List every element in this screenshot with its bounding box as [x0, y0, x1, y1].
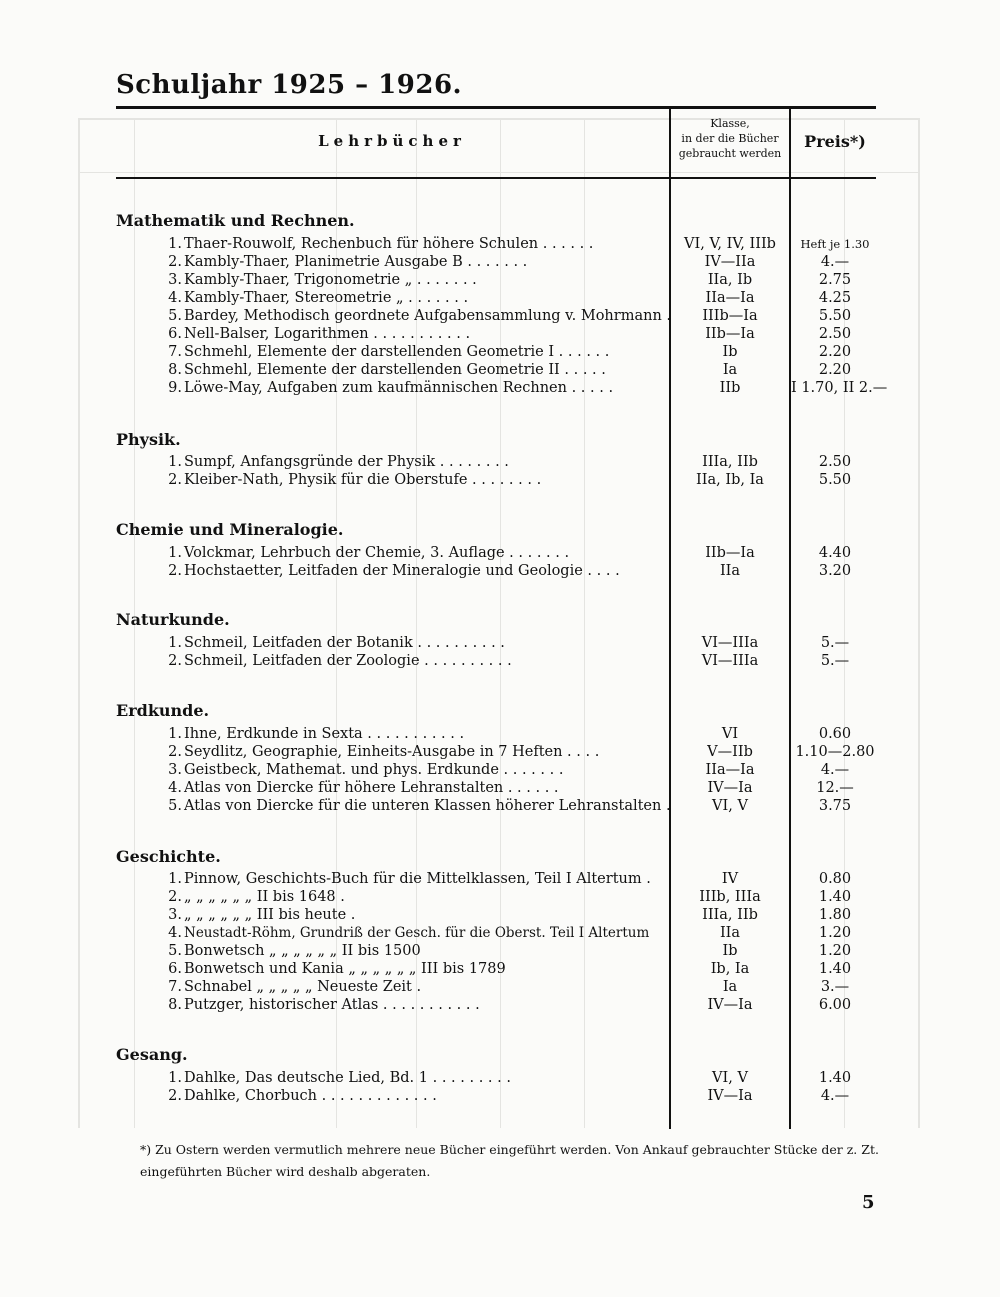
book-title: Volckmar, Lehrbuch der Chemie, 3. Auflage . . . . . . . [184, 545, 570, 561]
table-row [116, 978, 876, 996]
table-row [116, 725, 876, 743]
price-cell: 2.75 [818, 272, 852, 288]
price-cell: 4.— [820, 762, 850, 778]
column-header-price: Preis*) [804, 132, 866, 151]
price-cell: I 1.70, II 2.— [791, 380, 888, 396]
price-cell: 5.— [820, 653, 850, 669]
footnote [140, 1139, 880, 1183]
price-cell: 4.— [820, 1088, 850, 1104]
row-number: 1. [168, 635, 182, 651]
column-header-class-line1: Klasse, [710, 117, 750, 130]
page-title: Schuljahr 1925 – 1926. [116, 70, 463, 100]
class-cell: VI, V [712, 1070, 748, 1086]
price-cell: 4.25 [818, 290, 852, 306]
book-title: Kleiber-Nath, Physik für die Oberstufe . . . . . . . . [184, 472, 542, 488]
table-row [116, 544, 876, 562]
table-row [116, 325, 876, 343]
price-cell: 12.— [816, 780, 854, 796]
class-cell: VI—IIIa [701, 635, 759, 651]
table-row [116, 960, 876, 978]
price-cell: 4.40 [818, 545, 852, 561]
class-cell: IIIa, IIb [702, 454, 758, 470]
row-number: 2. [168, 563, 182, 579]
row-number: 5. [168, 798, 182, 814]
price-cell: 3.— [820, 979, 850, 995]
row-number: 7. [168, 344, 182, 360]
row-number: 2. [168, 889, 182, 905]
book-title: Bardey, Methodisch geordnete Aufgabensammlung v. Mohrmann . [184, 308, 671, 324]
book-title: Geistbeck, Mathemat. und phys. Erdkunde . . . . . . . [184, 762, 564, 778]
row-number: 8. [168, 997, 182, 1013]
book-title: Kambly-Thaer, Trigonometrie „ . . . . . . . [184, 272, 477, 288]
book-title: Dahlke, Chorbuch . . . . . . . . . . . . . [184, 1088, 437, 1104]
price-cell: 3.75 [818, 798, 852, 814]
price-cell: 2.20 [818, 344, 852, 360]
row-number: 1. [168, 545, 182, 561]
book-title: Schmehl, Elemente der darstellenden Geometrie II . . . . . [184, 362, 606, 378]
row-number: 5. [168, 943, 182, 959]
price-cell: 1.40 [818, 889, 852, 905]
book-title: Schmeil, Leitfaden der Botanik . . . . . . . . . . [184, 635, 505, 651]
table-row [116, 996, 876, 1014]
class-cell: Ia [722, 362, 738, 378]
table-row [116, 379, 888, 397]
table-row [116, 361, 876, 379]
column-header-class-line2: in der die Bücher [681, 132, 779, 145]
table-row [116, 870, 876, 888]
table-row [116, 343, 876, 361]
class-cell: IV—Ia [707, 997, 753, 1013]
row-number: 1. [168, 871, 182, 887]
book-title: „ „ „ „ „ „ III bis heute . [184, 907, 356, 923]
book-title: Neustadt-Röhm, Grundriß der Gesch. für die Oberst. Teil I Altertum [184, 925, 650, 941]
book-title: Ihne, Erdkunde in Sexta . . . . . . . . . . . [184, 726, 465, 742]
book-title: Schnabel „ „ „ „ „ Neueste Zeit . [184, 979, 422, 995]
class-cell: IIIa, IIb [702, 907, 758, 923]
book-title: Dahlke, Das deutsche Lied, Bd. 1 . . . . . . . . . [184, 1070, 511, 1086]
book-title: Löwe-May, Aufgaben zum kaufmännischen Rechnen . . . . . [184, 380, 614, 396]
price-cell: 4.— [820, 254, 850, 270]
price-cell: 2.50 [818, 326, 852, 342]
footnote-line: *) Zu Ostern werden vermutlich mehrere neue Bücher eingeführt werden. Von Ankauf gebrauchter Stücke der z. Zt. [140, 1142, 879, 1157]
table-row [116, 924, 876, 942]
price-cell: 5.50 [818, 472, 852, 488]
class-cell: IIa [719, 925, 741, 941]
class-cell: IIa—Ia [705, 290, 755, 306]
class-cell: IV—IIa [704, 254, 756, 270]
table-row [116, 271, 876, 289]
book-title: Seydlitz, Geographie, Einheits-Ausgabe in 7 Heften . . . . [184, 744, 600, 760]
price-cell: 5.50 [818, 308, 852, 324]
book-title: Kambly-Thaer, Stereometrie „ . . . . . . . [184, 290, 469, 306]
class-cell: IIb—Ia [705, 545, 755, 561]
table-row [116, 307, 876, 325]
class-cell: IIb [719, 380, 741, 396]
book-title: Atlas von Diercke für die unteren Klassen höherer Lehranstalten . [184, 798, 671, 814]
table-row [116, 761, 876, 779]
class-cell: IV [721, 871, 739, 887]
price-cell: 2.20 [818, 362, 852, 378]
price-cell: 1.20 [818, 943, 852, 959]
price-cell: 0.80 [818, 871, 852, 887]
class-cell: VI, V [712, 798, 748, 814]
row-number: 9. [168, 380, 182, 396]
price-cell: 2.50 [818, 454, 852, 470]
class-cell: IIb—Ia [705, 326, 755, 342]
book-title: „ „ „ „ „ „ II bis 1648 . [184, 889, 345, 905]
row-number: 2. [168, 653, 182, 669]
row-number: 5. [168, 308, 182, 324]
table-row [116, 253, 876, 271]
table-row [116, 652, 876, 670]
class-cell: IIIb—Ia [702, 308, 758, 324]
class-cell: Ia [722, 979, 738, 995]
price-cell: 1.40 [818, 961, 852, 977]
book-title: Schmehl, Elemente der darstellenden Geometrie I . . . . . . [184, 344, 610, 360]
book-title: Thaer-Rouwolf, Rechenbuch für höhere Schulen . . . . . . [184, 236, 594, 252]
row-number: 4. [168, 290, 182, 306]
row-number: 2. [168, 744, 182, 760]
column-header-books: Lehrbücher [318, 132, 466, 150]
table-row [116, 562, 876, 580]
table-row [116, 471, 876, 489]
row-number: 6. [168, 961, 182, 977]
book-title: Kambly-Thaer, Planimetrie Ausgabe B . . . . . . . [184, 254, 528, 270]
class-cell: Ib, Ia [710, 961, 750, 977]
class-cell: VI—IIIa [701, 653, 759, 669]
book-title: Sumpf, Anfangsgründe der Physik . . . . . . . . [184, 454, 509, 470]
bleed-through-line [78, 118, 920, 120]
footnote-line: eingeführten Bücher wird deshalb abgeraten. [140, 1164, 431, 1179]
section-title: Naturkunde. [116, 610, 230, 629]
table-row [116, 906, 876, 924]
row-number: 8. [168, 362, 182, 378]
table-row [116, 1069, 876, 1087]
row-number: 2. [168, 472, 182, 488]
row-number: 3. [168, 762, 182, 778]
page-number: 5 [862, 1192, 875, 1213]
price-cell: 1.80 [818, 907, 852, 923]
class-cell: VI [721, 726, 739, 742]
table-row [116, 942, 876, 960]
row-number: 3. [168, 272, 182, 288]
bleed-through-line [78, 118, 80, 1128]
book-title: Bonwetsch „ „ „ „ „ „ II bis 1500 [184, 943, 421, 959]
table-row [116, 888, 876, 906]
table-row [116, 779, 876, 797]
book-title: Atlas von Diercke für höhere Lehranstalten . . . . . . [184, 780, 559, 796]
section-title: Erdkunde. [116, 701, 210, 720]
class-cell: IIa, Ib, Ia [696, 472, 764, 488]
class-cell: IIa—Ia [705, 762, 755, 778]
class-cell: V—IIb [707, 744, 753, 760]
column-header-class-line3: gebraucht werden [678, 147, 782, 160]
row-number: 1. [168, 1070, 182, 1086]
table-row [116, 1087, 876, 1105]
section-title: Mathematik und Rechnen. [116, 211, 355, 230]
row-number: 1. [168, 454, 182, 470]
section-title: Gesang. [116, 1045, 188, 1064]
row-number: 2. [168, 1088, 182, 1104]
class-cell: Ib [722, 344, 738, 360]
class-cell: IIIb, IIIa [699, 889, 761, 905]
class-cell: VI, V, IV, IIIb [684, 236, 776, 252]
row-number: 4. [168, 925, 182, 941]
header-rule [116, 177, 876, 179]
price-cell: 0.60 [818, 726, 852, 742]
row-number: 1. [168, 236, 182, 252]
book-title: Hochstaetter, Leitfaden der Mineralogie und Geologie . . . . [184, 563, 620, 579]
book-title: Putzger, historischer Atlas . . . . . . . . . . . [184, 997, 480, 1013]
book-title: Bonwetsch und Kania „ „ „ „ „ „ III bis 1789 [184, 961, 506, 977]
price-cell: 1.10—2.80 [795, 744, 875, 760]
price-cell: 1.40 [818, 1070, 852, 1086]
class-cell: IIa, Ib [707, 272, 753, 288]
table-row [116, 743, 876, 761]
row-number: 6. [168, 326, 182, 342]
book-title: Nell-Balser, Logarithmen . . . . . . . . . . . [184, 326, 471, 342]
table-row [116, 453, 876, 471]
row-number: 2. [168, 254, 182, 270]
row-number: 1. [168, 726, 182, 742]
bleed-through-line [78, 172, 920, 173]
table-row [116, 235, 876, 253]
price-cell: Heft je 1.30 [800, 237, 870, 251]
class-cell: Ib [722, 943, 738, 959]
price-cell: 5.— [820, 635, 850, 651]
section-title: Chemie und Mineralogie. [116, 520, 344, 539]
book-title: Schmeil, Leitfaden der Zoologie . . . . . . . . . . [184, 653, 512, 669]
table-row [116, 289, 876, 307]
row-number: 3. [168, 907, 182, 923]
class-cell: IV—Ia [707, 780, 753, 796]
top-rule [116, 106, 876, 109]
section-title: Geschichte. [116, 847, 221, 866]
table-row [116, 634, 876, 652]
bleed-through-line [918, 118, 920, 1128]
price-cell: 1.20 [818, 925, 852, 941]
price-cell: 6.00 [818, 997, 852, 1013]
section-title: Physik. [116, 430, 181, 449]
row-number: 4. [168, 780, 182, 796]
book-title: Pinnow, Geschichts-Buch für die Mittelklassen, Teil I Altertum . [184, 871, 651, 887]
class-cell: IV—Ia [707, 1088, 753, 1104]
table-row [116, 797, 876, 815]
column-header-class [671, 116, 789, 161]
class-cell: IIa [719, 563, 741, 579]
price-cell: 3.20 [818, 563, 852, 579]
row-number: 7. [168, 979, 182, 995]
